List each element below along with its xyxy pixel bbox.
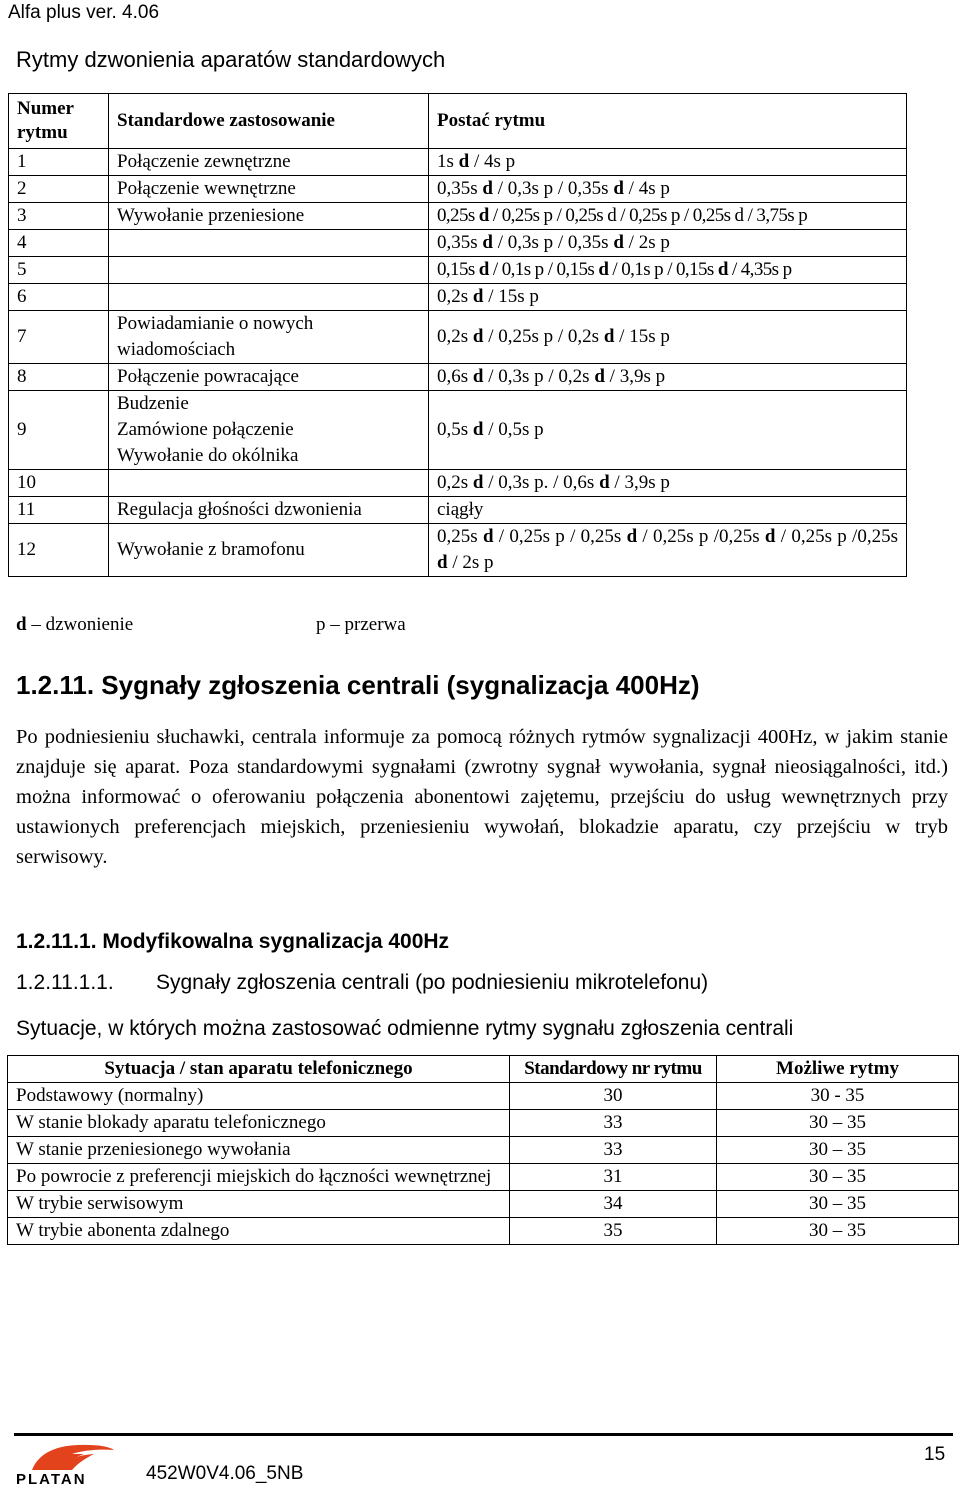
standard-rhythm-cell: 31 — [510, 1164, 717, 1191]
rhythm-usage-cell: Połączenie zewnętrzne — [109, 149, 429, 176]
document-header-title: Alfa plus ver. 4.06 — [8, 2, 160, 23]
table-row — [8, 1218, 959, 1245]
ring-rhythm-table — [8, 93, 907, 577]
column-header-rhythm: Postać rytmu — [429, 94, 907, 149]
table-header-row — [9, 94, 907, 149]
possible-rhythms-cell: 30 – 35 — [717, 1191, 959, 1218]
table-row — [9, 311, 907, 364]
rhythm-number-cell: 5 — [9, 257, 109, 284]
page-number: 15 — [924, 1444, 946, 1465]
situation-cell: W stanie blokady aparatu telefonicznego — [8, 1110, 510, 1137]
rhythm-number-cell: 11 — [9, 497, 109, 524]
rhythm-number-cell: 1 — [9, 149, 109, 176]
legend-pause: p – przerwa — [316, 614, 406, 635]
table-row — [9, 497, 907, 524]
rhythm-pattern-cell: 0,25s d / 0,25s p / 0,25s d / 0,25s p /0,25s d / 0,25s p /0,25s d / 2s p — [429, 524, 907, 577]
legend-d-text: – dzwonienie — [26, 614, 134, 635]
standard-rhythm-cell: 33 — [510, 1137, 717, 1164]
rhythm-usage-cell: Wywołanie przeniesione — [109, 203, 429, 230]
rhythm-usage-cell: Powiadamianie o nowych wiadomościach — [109, 311, 429, 364]
table-row — [8, 1164, 959, 1191]
document-code: 452W0V4.06_5NB — [146, 1463, 304, 1484]
rhythm-usage-cell: Budzenie Zamówione połączenie Wywołanie do okólnika — [109, 391, 429, 470]
rhythm-pattern-cell: 0,35s d / 0,3s p / 0,35s d / 2s p — [429, 230, 907, 257]
situation-cell: Po powrocie z preferencji miejskich do łączności wewnętrznej — [8, 1164, 510, 1191]
possible-rhythms-cell: 30 - 35 — [717, 1083, 959, 1110]
platan-logo — [14, 1440, 132, 1486]
table-row — [8, 1083, 959, 1110]
rhythm-usage-cell: Regulacja głośności dzwonienia — [109, 497, 429, 524]
situations-heading: Sytuacje, w których można zastosować odmienne rytmy sygnału zgłoszenia centrali — [16, 1017, 794, 1040]
table-row — [8, 1191, 959, 1218]
possible-rhythms-cell: 30 – 35 — [717, 1137, 959, 1164]
possible-rhythms-cell: 30 – 35 — [717, 1164, 959, 1191]
rhythm-usage-cell: Połączenie powracające — [109, 364, 429, 391]
situation-cell: W trybie abonenta zdalnego — [8, 1218, 510, 1245]
column-header-possible: Możliwe rytmy — [717, 1056, 959, 1083]
subsection-heading: 1.2.11.1. Modyfikowalna sygnalizacja 400Hz — [16, 930, 450, 953]
rhythm-pattern-cell: 1s d / 4s p — [429, 149, 907, 176]
column-header-usage: Standardowe zastosowanie — [109, 94, 429, 149]
table-row — [9, 203, 907, 230]
rhythm-usage-cell — [109, 470, 429, 497]
rhythm-number-cell: 4 — [9, 230, 109, 257]
rhythm-table-body — [9, 149, 907, 577]
table-row — [9, 176, 907, 203]
table-header-row — [8, 1056, 959, 1083]
situation-cell: W trybie serwisowym — [8, 1191, 510, 1218]
column-header-situation: Sytuacja / stan aparatu telefonicznego — [8, 1056, 510, 1083]
table-row — [9, 364, 907, 391]
rhythm-pattern-cell: 0,5s d / 0,5s p — [429, 391, 907, 470]
rhythm-usage-cell: Połączenie wewnętrzne — [109, 176, 429, 203]
standard-rhythm-cell: 30 — [510, 1083, 717, 1110]
rhythm-number-cell: 3 — [9, 203, 109, 230]
rhythm-number-cell: 10 — [9, 470, 109, 497]
rhythm-pattern-cell: 0,25s d / 0,25s p / 0,25s d / 0,25s p / 0,25s d / 3,75s p — [429, 203, 907, 230]
standard-rhythm-cell: 33 — [510, 1110, 717, 1137]
rhythm-usage-cell — [109, 284, 429, 311]
page-heading: Rytmy dzwonienia aparatów standardowych — [16, 47, 446, 72]
rhythm-pattern-cell: 0,2s d / 0,25s p / 0,2s d / 15s p — [429, 311, 907, 364]
column-header-standard: Standardowy nr rytmu — [510, 1056, 717, 1083]
table-row — [9, 284, 907, 311]
legend-ringing — [16, 614, 133, 635]
rhythm-number-cell: 6 — [9, 284, 109, 311]
body-paragraph: Po podniesieniu słuchawki, centrala informuje za pomocą różnych rytmów sygnalizacji 400Hz, w jakim stanie znajduje się aparat. Poza standardowymi sygnałami (zwrotny sygnał wywołania, sygnał nieosiągalności, itd.) można informować o oferowaniu połączenia abonentowi zajętemu, przejściu do usług wewnętrznych przy ustawionych preferencjach miejskich, przeniesieniu wywołań, blokadzie aparatu, czy przejściu w tryb serwisowy. — [16, 726, 948, 868]
standard-rhythm-cell: 34 — [510, 1191, 717, 1218]
rhythm-usage-cell: Wywołanie z bramofonu — [109, 524, 429, 577]
dial-tone-table-body — [8, 1083, 959, 1245]
standard-rhythm-cell: 35 — [510, 1218, 717, 1245]
rhythm-pattern-cell: 0,35s d / 0,3s p / 0,35s d / 4s p — [429, 176, 907, 203]
rhythm-usage-cell — [109, 257, 429, 284]
section-heading: 1.2.11. Sygnały zgłoszenia centrali (sygnalizacja 400Hz) — [16, 670, 700, 700]
rhythm-pattern-cell: 0,6s d / 0,3s p / 0,2s d / 3,9s p — [429, 364, 907, 391]
table-row — [9, 391, 907, 470]
column-header-number: Numer rytmu — [9, 94, 109, 149]
rhythm-pattern-cell: 0,2s d / 15s p — [429, 284, 907, 311]
table-row — [9, 470, 907, 497]
table-row — [8, 1137, 959, 1164]
rhythm-pattern-cell: 0,15s d / 0,1s p / 0,15s d / 0,1s p / 0,15s d / 4,35s p — [429, 257, 907, 284]
situation-cell: W stanie przeniesionego wywołania — [8, 1137, 510, 1164]
rhythm-pattern-cell: 0,2s d / 0,3s p. / 0,6s d / 3,9s p — [429, 470, 907, 497]
footer-divider — [14, 1433, 953, 1436]
possible-rhythms-cell: 30 – 35 — [717, 1110, 959, 1137]
rhythm-number-cell: 2 — [9, 176, 109, 203]
rhythm-number-cell: 8 — [9, 364, 109, 391]
subsubsection-heading — [16, 971, 708, 995]
table-row — [9, 149, 907, 176]
dial-tone-table — [7, 1055, 959, 1245]
possible-rhythms-cell: 30 – 35 — [717, 1218, 959, 1245]
legend — [16, 614, 406, 636]
logo-text: PLATAN — [16, 1471, 87, 1486]
table-row — [8, 1110, 959, 1137]
subsubsection-title: Sygnały zgłoszenia centrali (po podniesieniu mikrotelefonu) — [156, 971, 709, 994]
table-row — [9, 257, 907, 284]
situation-cell: Podstawowy (normalny) — [8, 1083, 510, 1110]
table-row — [9, 230, 907, 257]
table-row — [9, 524, 907, 577]
rhythm-number-cell: 9 — [9, 391, 109, 470]
rhythm-number-cell: 7 — [9, 311, 109, 364]
legend-d-key: d — [16, 614, 27, 635]
rhythm-number-cell: 12 — [9, 524, 109, 577]
rhythm-usage-cell — [109, 230, 429, 257]
subsubsection-number: 1.2.11.1.1. — [16, 971, 114, 994]
rhythm-pattern-cell: ciągły — [429, 497, 907, 524]
